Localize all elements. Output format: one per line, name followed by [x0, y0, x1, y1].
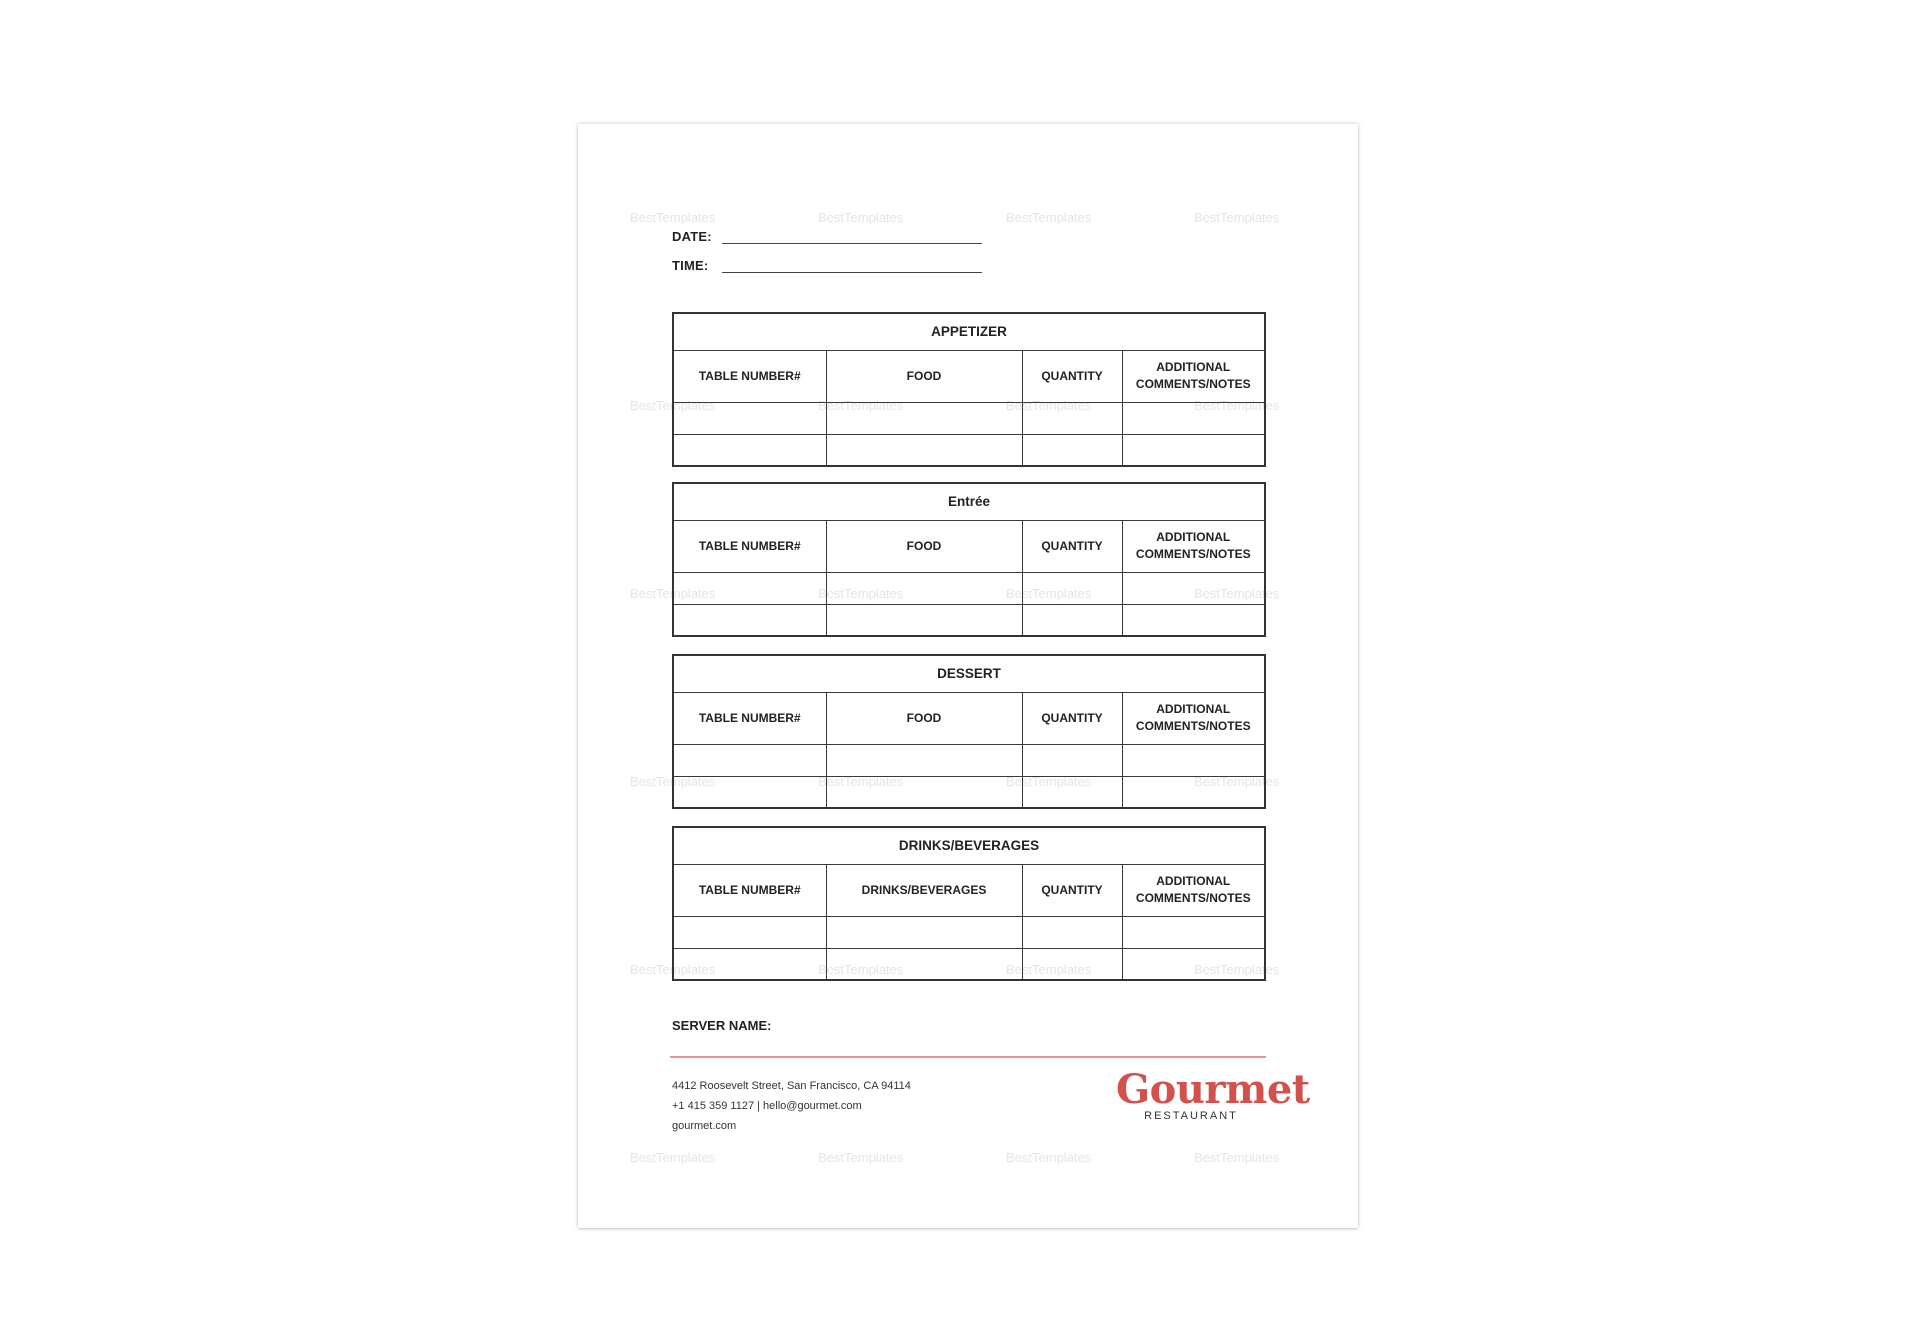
watermark: BestTemplates — [1194, 210, 1280, 225]
table-title: APPETIZER — [673, 313, 1265, 350]
table-cell[interactable] — [1022, 948, 1122, 980]
table-cell[interactable] — [1022, 604, 1122, 636]
table-cell[interactable] — [673, 572, 826, 604]
table-cell[interactable] — [673, 402, 826, 434]
table-row — [673, 744, 1265, 776]
watermark: BestTemplates — [1194, 774, 1280, 789]
table-cell[interactable] — [826, 948, 1022, 980]
phone-email-text: +1 415 359 1127 | hello@gourmet.com — [672, 1100, 862, 1112]
table-cell[interactable] — [826, 776, 1022, 808]
table-cell[interactable] — [826, 434, 1022, 466]
watermark: BestTemplates — [818, 586, 904, 601]
watermark: BestTemplates — [630, 962, 716, 977]
column-header: QUANTITY — [1022, 350, 1122, 402]
contact-info — [672, 1076, 911, 1136]
watermark: BestTemplates — [818, 962, 904, 977]
logo-subtitle: RESTAURANT — [1144, 1110, 1238, 1122]
watermark: BestTemplates — [630, 586, 716, 601]
column-header: ADDITIONAL COMMENTS/NOTES — [1122, 864, 1265, 916]
watermark: BestTemplates — [1194, 1150, 1280, 1165]
gourmet-logo — [1116, 1066, 1310, 1122]
column-header: FOOD — [826, 520, 1022, 572]
watermark: BestTemplates — [1006, 586, 1092, 601]
watermark: BestTemplates — [630, 210, 716, 225]
table-row — [673, 434, 1265, 466]
table-cell[interactable] — [1022, 572, 1122, 604]
column-header: QUANTITY — [1022, 520, 1122, 572]
column-header: QUANTITY — [1022, 692, 1122, 744]
table-cell[interactable] — [1122, 776, 1265, 808]
table-cell[interactable] — [826, 604, 1022, 636]
table-cell[interactable] — [1122, 948, 1265, 980]
footer-divider — [670, 1056, 1266, 1058]
table-cell[interactable] — [673, 434, 826, 466]
table-title: DESSERT — [673, 655, 1265, 692]
table-cell[interactable] — [673, 948, 826, 980]
watermark: BestTemplates — [630, 398, 716, 413]
table-cell[interactable] — [826, 572, 1022, 604]
table-cell[interactable] — [673, 916, 826, 948]
column-header: FOOD — [826, 692, 1022, 744]
table-row — [673, 402, 1265, 434]
table-cell[interactable] — [1022, 744, 1122, 776]
table-cell[interactable] — [1122, 572, 1265, 604]
column-header: TABLE NUMBER# — [673, 692, 826, 744]
date-input-line[interactable] — [722, 228, 982, 244]
logo-name: Gourmet — [1116, 1066, 1310, 1113]
watermark: BestTemplates — [630, 774, 716, 789]
table-cell[interactable] — [673, 604, 826, 636]
table-cell[interactable] — [1122, 744, 1265, 776]
entree-table — [672, 482, 1266, 637]
table-title: DRINKS/BEVERAGES — [673, 827, 1265, 864]
time-label: TIME: — [672, 258, 709, 273]
table-cell[interactable] — [826, 744, 1022, 776]
watermark: BestTemplates — [1006, 774, 1092, 789]
column-header: QUANTITY — [1022, 864, 1122, 916]
table-cell[interactable] — [1022, 776, 1122, 808]
table-cell[interactable] — [673, 776, 826, 808]
table-cell[interactable] — [826, 402, 1022, 434]
time-input-line[interactable] — [722, 257, 982, 273]
table-cell[interactable] — [1022, 402, 1122, 434]
column-header: ADDITIONAL COMMENTS/NOTES — [1122, 520, 1265, 572]
watermark: BestTemplates — [818, 398, 904, 413]
column-header: FOOD — [826, 350, 1022, 402]
table-row — [673, 604, 1265, 636]
table-cell[interactable] — [1022, 434, 1122, 466]
drinks-table — [672, 826, 1266, 981]
watermark: BestTemplates — [1006, 1150, 1092, 1165]
watermark: BestTemplates — [818, 774, 904, 789]
watermark: BestTemplates — [818, 1150, 904, 1165]
table-row — [673, 948, 1265, 980]
column-header: ADDITIONAL COMMENTS/NOTES — [1122, 692, 1265, 744]
column-header: TABLE NUMBER# — [673, 520, 826, 572]
table-row — [673, 776, 1265, 808]
table-cell[interactable] — [1122, 916, 1265, 948]
time-field-row — [672, 257, 982, 273]
table-cell[interactable] — [1122, 604, 1265, 636]
dessert-table — [672, 654, 1266, 809]
address-text: 4412 Roosevelt Street, San Francisco, CA 94114 — [672, 1080, 911, 1092]
watermark: BestTemplates — [1006, 962, 1092, 977]
table-cell[interactable] — [1022, 916, 1122, 948]
watermark: BestTemplates — [1006, 398, 1092, 413]
server-name-label: SERVER NAME: — [672, 1018, 772, 1033]
table-row — [673, 916, 1265, 948]
order-form-page — [578, 124, 1358, 1228]
watermark: BestTemplates — [630, 1150, 716, 1165]
table-cell[interactable] — [826, 916, 1022, 948]
table-cell[interactable] — [1122, 434, 1265, 466]
watermark: BestTemplates — [1006, 210, 1092, 225]
date-label: DATE: — [672, 229, 712, 244]
website-text: gourmet.com — [672, 1120, 737, 1132]
watermark: BestTemplates — [1194, 962, 1280, 977]
appetizer-table — [672, 312, 1266, 467]
watermark: BestTemplates — [1194, 586, 1280, 601]
column-header: ADDITIONAL COMMENTS/NOTES — [1122, 350, 1265, 402]
column-header: DRINKS/BEVERAGES — [826, 864, 1022, 916]
date-field-row — [672, 228, 982, 244]
watermark: BestTemplates — [818, 210, 904, 225]
table-cell[interactable] — [1122, 402, 1265, 434]
column-header: TABLE NUMBER# — [673, 350, 826, 402]
table-row — [673, 572, 1265, 604]
table-cell[interactable] — [673, 744, 826, 776]
column-header: TABLE NUMBER# — [673, 864, 826, 916]
watermark: BestTemplates — [1194, 398, 1280, 413]
table-title: Entrée — [673, 483, 1265, 520]
